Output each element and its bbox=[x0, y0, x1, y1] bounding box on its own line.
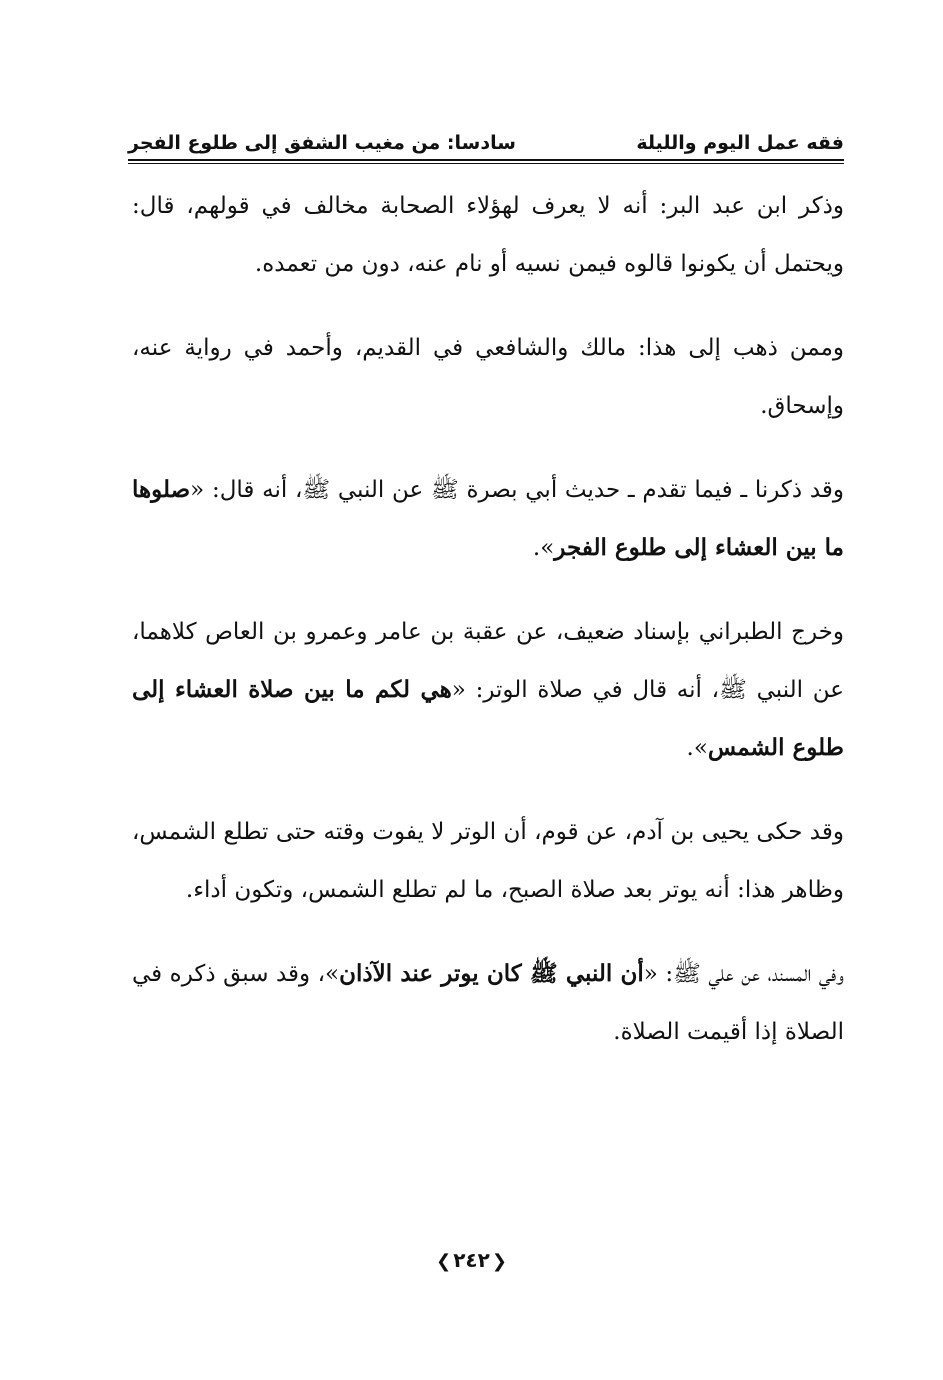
page-number: ٢٤٢ bbox=[453, 1248, 490, 1272]
paragraph-text: ». bbox=[686, 735, 708, 761]
paragraph-text: وخرج الطبراني بإسناد ضعيف، عن عقبة بن عامر وعمرو بن العاص كلاهما، عن النبي ﷺ، أنه قال في صلاة الوتر: « bbox=[132, 619, 844, 703]
paragraph-text: وممن ذهب إلى هذا: مالك والشافعي في القديم، وأحمد في رواية عنه، وإسحاق. bbox=[132, 335, 844, 419]
left-ornament-icon: ❮ bbox=[436, 1251, 452, 1272]
header-rule bbox=[128, 159, 844, 161]
page-number-footer bbox=[0, 1248, 943, 1272]
paragraph bbox=[132, 461, 844, 577]
paragraph-text: وقد حكى يحيى بن آدم، عن قوم، أن الوتر لا يفوت وقته حتى تطلع الشمس، وظاهر هذا: أنه يوتر بعد صلاة الصبح، ما لم تطلع الشمس، وتكون أداء. bbox=[132, 819, 844, 903]
running-header bbox=[128, 125, 844, 155]
paragraph bbox=[132, 319, 844, 435]
header-rule-thin bbox=[128, 163, 844, 164]
paragraph-text: وفي المسند، عن علي ﷺ: « bbox=[643, 961, 845, 987]
quoted-hadith-text: صلوها ما بين العشاء إلى طلوع الفجر bbox=[132, 476, 844, 561]
paragraph-text: وذكر ابن عبد البر: أنه لا يعرف لهؤلاء الصحابة مخالف في قولهم، قال: ويحتمل أن يكونوا قالوه فيمن نسيه أو نام عنه، دون من تعمده. bbox=[132, 193, 844, 277]
paragraph bbox=[132, 177, 844, 293]
section-title: سادسا: من مغيب الشفق إلى طلوع الفجر bbox=[128, 132, 516, 154]
quoted-hadith-text: هي لكم ما بين صلاة العشاء إلى طلوع الشمس bbox=[132, 676, 844, 761]
paragraph-text: ». bbox=[532, 535, 555, 561]
paragraph bbox=[132, 603, 844, 777]
right-ornament-icon: ❯ bbox=[491, 1251, 507, 1272]
paragraph bbox=[132, 945, 844, 1061]
paragraph-text: وقد ذكرنا ـ فيما تقدم ـ حديث أبي بصرة ﷺ عن النبي ﷺ، أنه قال: « bbox=[190, 477, 844, 503]
quoted-hadith-text: أن النبي ﷺ كان يوتر عند الآذان bbox=[339, 960, 644, 987]
paragraph bbox=[132, 803, 844, 919]
book-title: فقه عمل اليوم والليلة bbox=[636, 132, 844, 154]
body-text bbox=[132, 177, 844, 1061]
paragraph-text: »، وقد سبق ذكره في الصلاة إذا أقيمت الصلاة. bbox=[132, 961, 844, 1045]
